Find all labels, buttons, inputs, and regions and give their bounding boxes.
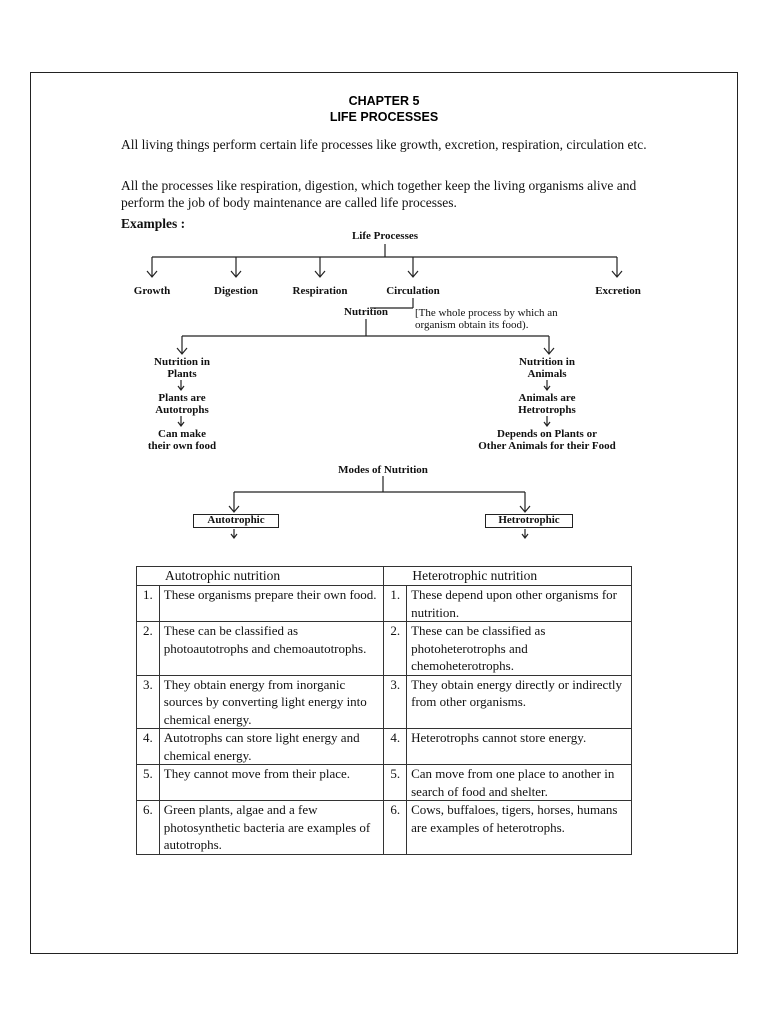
header-autotrophic: Autotrophic nutrition	[137, 567, 384, 586]
branch-digestion: Digestion	[214, 285, 258, 297]
examples-label: Examples :	[121, 216, 186, 231]
heterotrophic-cell: Heterotrophs cannot store energy.	[407, 729, 632, 765]
autotrophic-cell: They cannot move from their place.	[159, 765, 384, 801]
header-heterotrophic: Heterotrophic nutrition	[384, 567, 632, 586]
heterotrophic-cell: These depend upon other organisms for nutrition.	[407, 586, 632, 622]
intro-paragraph-1: All living things perform certain life processes like growth, excretion, respiration, circulation etc.	[121, 137, 647, 152]
heterotrophic-cell: Can move from one place to another in search of food and shelter.	[407, 765, 632, 801]
row-number: 4.	[137, 729, 160, 765]
branch-circulation: Circulation	[386, 285, 440, 297]
row-number: 3.	[137, 675, 160, 729]
plants-autotrophs: Plants are Autotrophs	[155, 392, 209, 416]
plants-nutrition-heading: Nutrition in Plants	[154, 356, 210, 380]
autotrophic-box: Autotrophic	[193, 514, 279, 528]
branch-excretion: Excretion	[595, 285, 641, 297]
nutrition-comparison-table	[136, 566, 632, 855]
animals-depend-food: Depends on Plants or Other Animals for their Food	[478, 428, 616, 452]
branch-growth: Growth	[133, 285, 171, 297]
row-number: 5.	[137, 765, 160, 801]
chapter-title: LIFE PROCESSES	[329, 110, 439, 124]
row-number: 6.	[137, 801, 160, 855]
table-row	[137, 586, 632, 622]
row-number: 1.	[384, 586, 407, 622]
diagram-root-life-processes: Life Processes	[351, 230, 419, 242]
autotrophic-cell: These can be classified as photoautotrophs and chemoautotrophs.	[159, 622, 384, 676]
plants-make-food: Can make their own food	[147, 428, 217, 452]
animals-hetrotrophs: Animals are Hetrotrophs	[518, 392, 576, 416]
autotrophic-cell: Autotrophs can store light energy and chemical energy.	[159, 729, 384, 765]
row-number: 5.	[384, 765, 407, 801]
row-number: 2.	[384, 622, 407, 676]
heterotrophic-cell: Cows, buffaloes, tigers, horses, humans are examples of heterotrophs.	[407, 801, 632, 855]
branch-respiration: Respiration	[292, 285, 348, 297]
animals-nutrition-heading: Nutrition in Animals	[519, 356, 575, 380]
table-row	[137, 622, 632, 676]
autotrophic-cell: Green plants, algae and a few photosynthetic bacteria are examples of autotrophs.	[159, 801, 384, 855]
table-row	[137, 729, 632, 765]
table-row	[137, 801, 632, 855]
row-number: 2.	[137, 622, 160, 676]
nutrition-note-line1: [The whole process by which an	[415, 307, 558, 319]
table-row	[137, 675, 632, 729]
row-number: 1.	[137, 586, 160, 622]
hetrotrophic-box: Hetrotrophic	[485, 514, 573, 528]
heterotrophic-cell: They obtain energy directly or indirectly from other organisms.	[407, 675, 632, 729]
row-number: 6.	[384, 801, 407, 855]
heterotrophic-cell: These can be classified as photoheterotrophs and chemoheterotrophs.	[407, 622, 632, 676]
chapter-number: CHAPTER 5	[348, 94, 420, 108]
modes-of-nutrition: Modes of Nutrition	[338, 464, 428, 476]
table-row	[137, 765, 632, 801]
autotrophic-cell: They obtain energy from inorganic sources by converting light energy into chemical energy.	[159, 675, 384, 729]
nutrition-note-line2: organism obtain its food).	[415, 319, 529, 331]
nutrition-label: Nutrition	[344, 306, 388, 318]
row-number: 4.	[384, 729, 407, 765]
intro-paragraph-2: All the processes like respiration, digestion, which together keep the living organisms alive and perform the job of body maintenance are called life processes.	[121, 178, 637, 210]
autotrophic-cell: These organisms prepare their own food.	[159, 586, 384, 622]
row-number: 3.	[384, 675, 407, 729]
table-header-row	[137, 567, 632, 586]
